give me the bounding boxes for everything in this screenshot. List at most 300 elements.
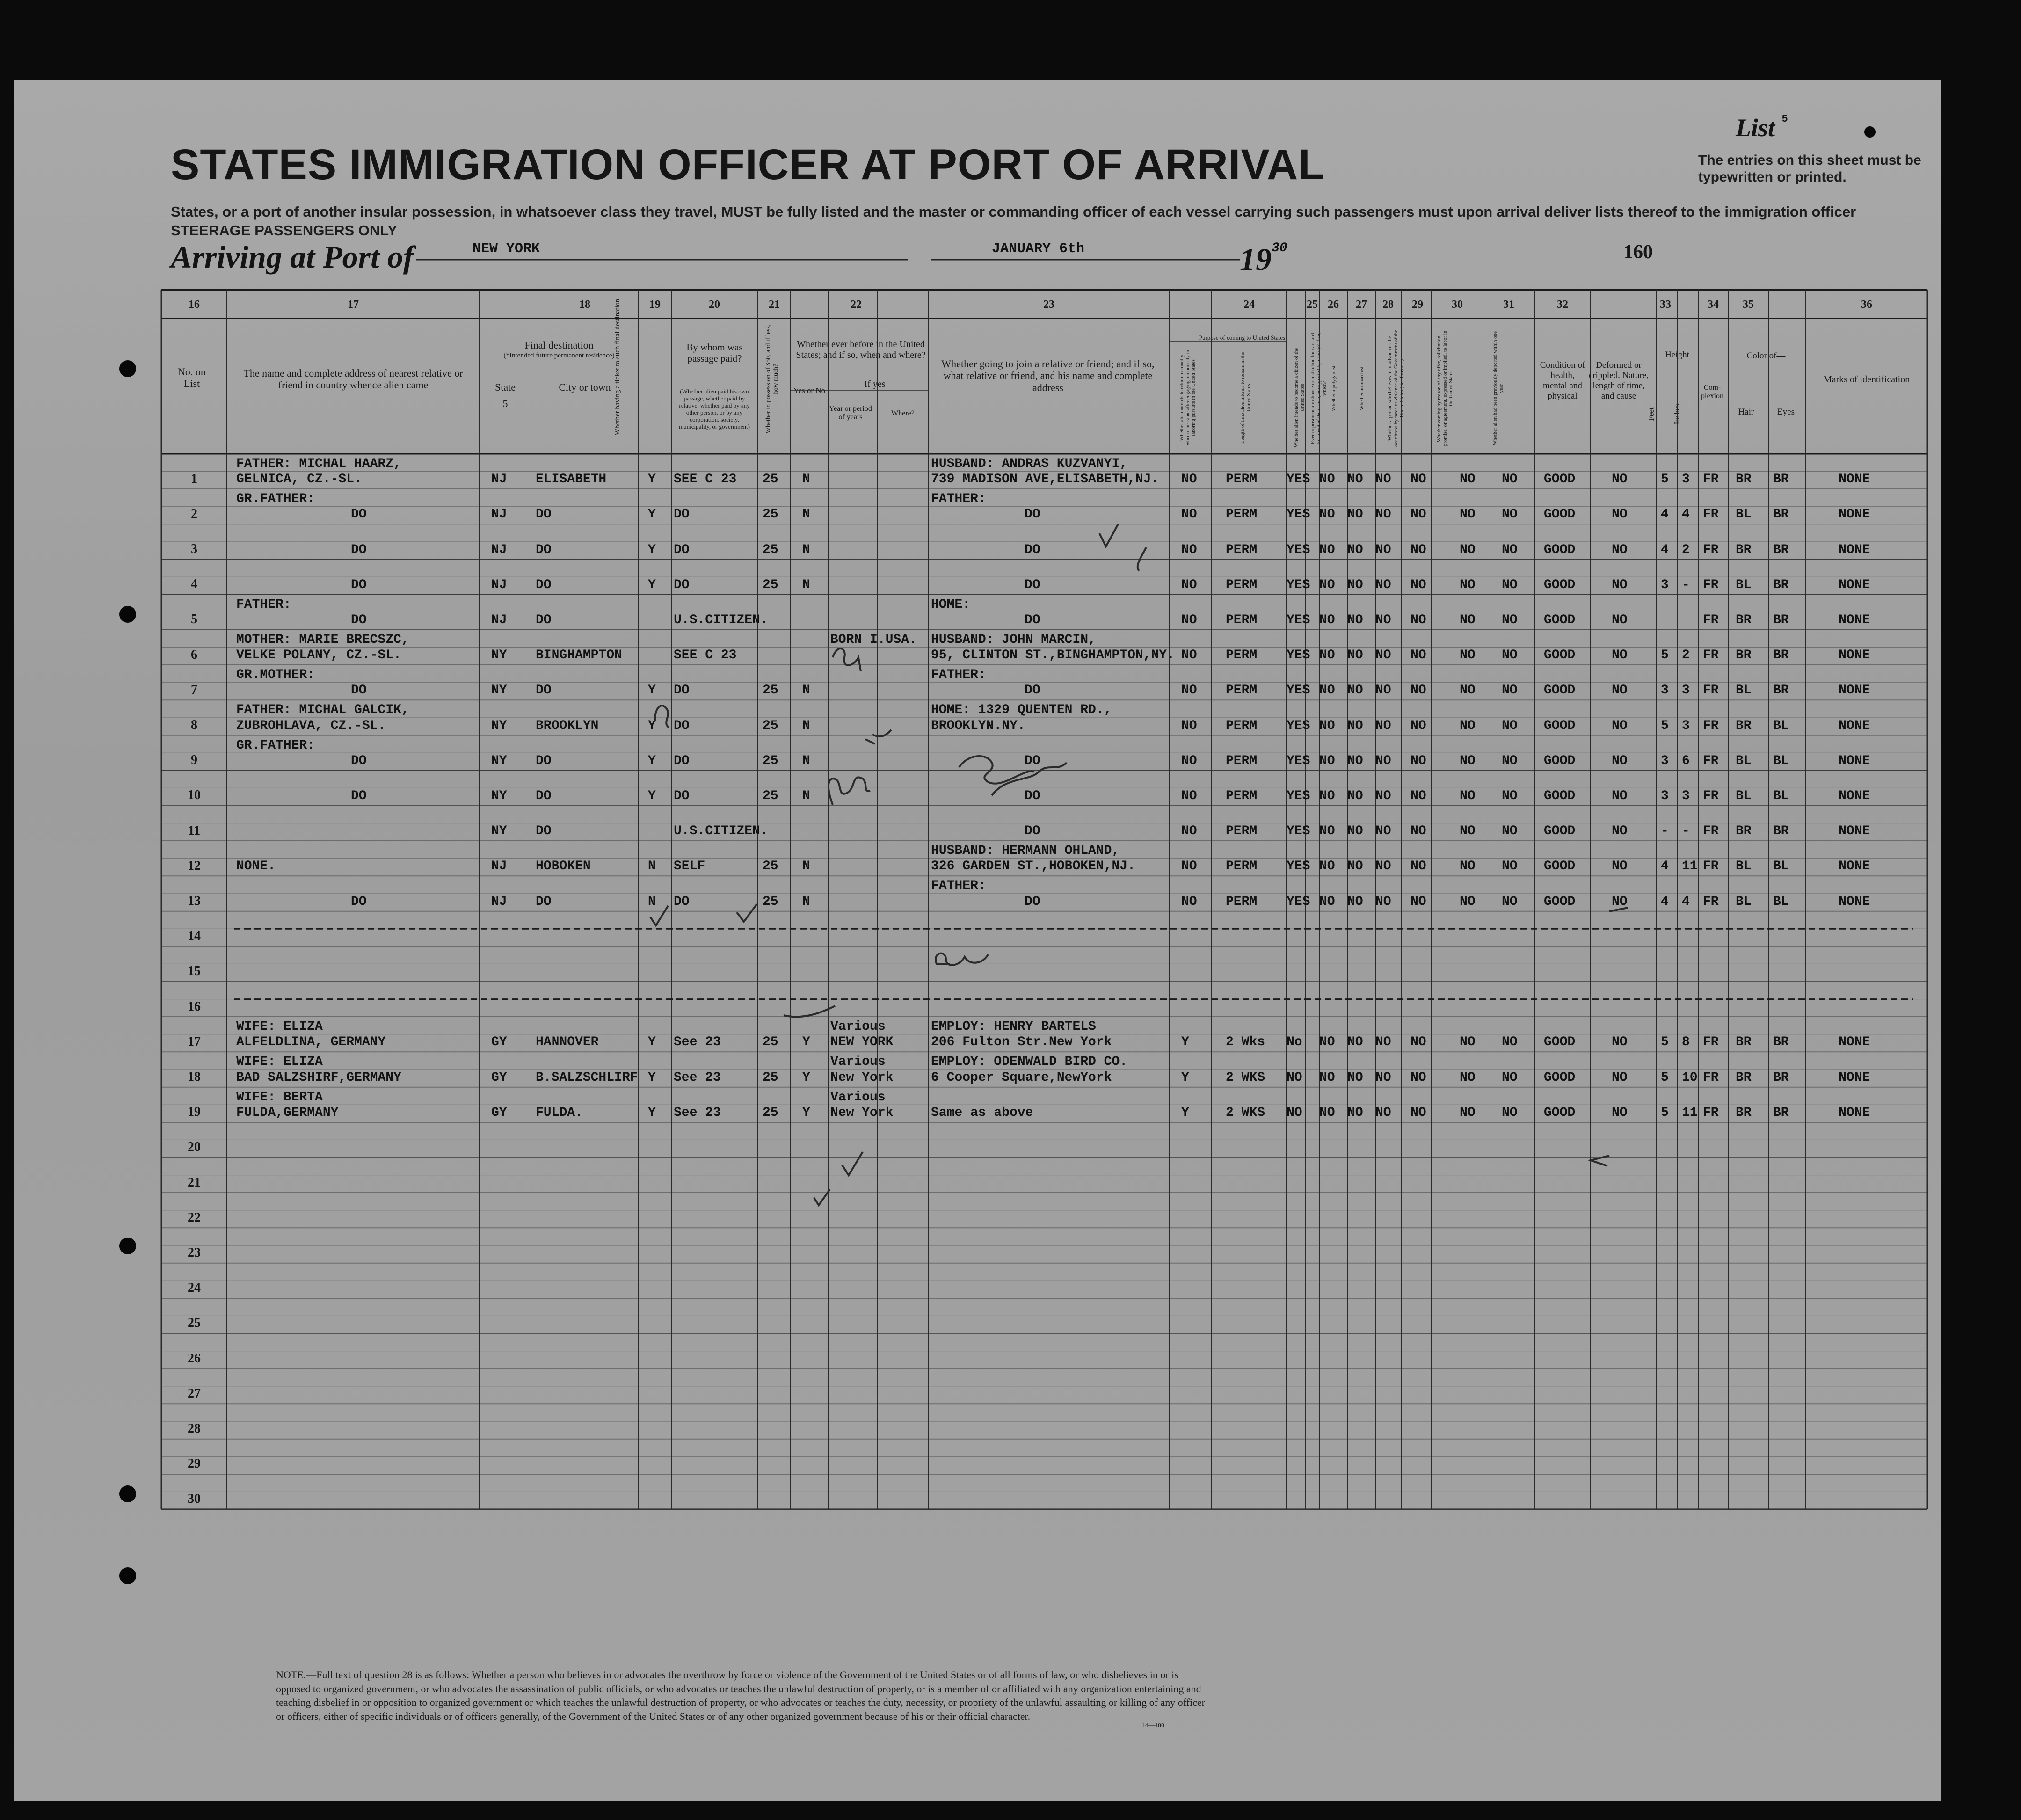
return-cell: Y <box>1181 1070 1189 1085</box>
q29-cell: NO <box>1460 648 1476 663</box>
q28-cell: NO <box>1410 788 1426 803</box>
length-cell: PERM <box>1226 472 1258 487</box>
polygamist-header: Whether a polygamist <box>1331 365 1337 411</box>
q30-cell: NO <box>1502 894 1518 909</box>
length-cell: PERM <box>1226 859 1258 874</box>
return-cell: NO <box>1181 577 1197 592</box>
q26-cell: NO <box>1347 472 1363 487</box>
return-cell: NO <box>1181 542 1197 557</box>
marks-cell: NONE <box>1839 577 1870 592</box>
passage-paid-cell: DO <box>674 683 690 698</box>
q30-header: Whether alien had been previously deported within one year <box>1492 331 1504 446</box>
year-prefix: 19 <box>1240 241 1272 277</box>
complexion-cell: FR <box>1703 1035 1719 1050</box>
where-cell: New York <box>830 1105 894 1120</box>
q28-cell: NO <box>1410 1070 1426 1085</box>
q29-cell: NO <box>1460 577 1476 592</box>
city-cell: B.SALZSCHLIRF <box>536 1070 638 1085</box>
state-cell: NJ <box>491 507 507 522</box>
year-period-cell: Various <box>830 1090 886 1105</box>
q26-cell: NO <box>1347 683 1363 698</box>
hair-header: Hair <box>1738 407 1754 417</box>
return-cell: Y <box>1181 1035 1189 1050</box>
q28-cell: NO <box>1410 612 1426 627</box>
state-cell: GY <box>491 1070 507 1085</box>
joining-line1: FATHER: <box>931 492 986 507</box>
inches-header: Inches <box>1672 403 1681 425</box>
column-number: 31 <box>1503 298 1514 311</box>
health-cell: GOOD <box>1544 612 1576 627</box>
q27-cell: NO <box>1375 894 1391 909</box>
marks-cell: NONE <box>1839 788 1870 803</box>
city-cell: FULDA. <box>536 1105 583 1120</box>
health-cell: GOOD <box>1544 824 1576 839</box>
health-cell: GOOD <box>1544 1105 1576 1120</box>
row-number: 9 <box>191 753 197 768</box>
return-cell: NO <box>1181 472 1197 487</box>
eyes-cell: BL <box>1773 753 1789 768</box>
state-cell: NJ <box>491 542 507 557</box>
year-period-cell: BORN I.USA. <box>830 633 917 648</box>
marks-cell: NONE <box>1839 1035 1870 1050</box>
citizen-cell: YES <box>1287 507 1310 522</box>
city-cell: HOBOKEN <box>536 859 591 874</box>
column-number: 32 <box>1557 298 1568 311</box>
relative-line1: FATHER: <box>236 597 291 612</box>
joining-line2: DO <box>1025 894 1040 909</box>
marks-cell: NONE <box>1839 507 1870 522</box>
passage-paid-cell: DO <box>674 577 690 592</box>
joining-line2: 95, CLINTON ST.,BINGHAMPTON,NY. <box>931 648 1175 663</box>
health-header: Condition of health, mental and physical <box>1540 360 1585 401</box>
health-cell: GOOD <box>1544 718 1576 733</box>
arriving-label: Arriving at Port of <box>171 239 414 275</box>
final-destination-note: (*Intended future permanent residence) <box>503 352 615 359</box>
before-yes-no-cell: N <box>802 859 810 874</box>
q25-cell: NO <box>1319 472 1335 487</box>
column-number: 24 <box>1243 298 1255 311</box>
feet-cell: 5 <box>1661 1070 1669 1085</box>
complexion-cell: FR <box>1703 859 1719 874</box>
passage-paid-cell: DO <box>674 753 690 768</box>
citizen-cell: YES <box>1287 788 1310 803</box>
joining-line2: DO <box>1025 824 1040 839</box>
q29-cell: NO <box>1460 859 1476 874</box>
citizen-cell: YES <box>1287 718 1310 733</box>
joining-line2: DO <box>1025 577 1040 592</box>
sheet-number: 160 <box>1623 241 1653 263</box>
deformed-header: Deformed or crippled. Nature, length of time, and cause <box>1588 360 1649 401</box>
city-cell: ELISABETH <box>536 472 607 487</box>
deformed-cell: NO <box>1612 542 1628 557</box>
return-cell: NO <box>1181 683 1197 698</box>
return-cell: NO <box>1181 894 1197 909</box>
relative-line1: WIFE: ELIZA <box>236 1019 323 1034</box>
binder-hole <box>119 1238 136 1254</box>
citizen-cell: NO <box>1287 1105 1302 1120</box>
length-cell: PERM <box>1226 683 1258 698</box>
joining-line1: HOME: 1329 QUENTEN RD., <box>931 703 1112 718</box>
port-value: NEW YORK <box>473 241 540 257</box>
length-cell: PERM <box>1226 753 1258 768</box>
city-cell: BINGHAMPTON <box>536 648 622 663</box>
q30-cell: NO <box>1502 507 1518 522</box>
return-cell: NO <box>1181 612 1197 627</box>
row-number: 5 <box>191 612 197 627</box>
inches-cell: 3 <box>1682 788 1690 803</box>
marks-cell: NONE <box>1839 894 1870 909</box>
deformed-cell: NO <box>1612 648 1628 663</box>
where-header: Where? <box>891 409 915 417</box>
city-cell: BROOKLYN <box>536 718 599 733</box>
relative-line2: FULDA,GERMANY <box>236 1105 339 1120</box>
inches-cell: - <box>1682 577 1690 592</box>
relative-line2: NONE. <box>236 859 276 874</box>
if-yes-header: If yes— <box>864 379 895 389</box>
ticket-cell: Y <box>648 788 656 803</box>
return-cell: NO <box>1181 753 1197 768</box>
passage-paid-cell: SELF <box>674 859 705 874</box>
inches-cell: 11 <box>1682 859 1698 874</box>
relative-line2: BAD SALZSHIRF,GERMANY <box>236 1070 401 1085</box>
city-cell: DO <box>536 542 552 557</box>
purpose-header: Purpose of coming to United States <box>1199 334 1286 341</box>
q26-cell: NO <box>1347 648 1363 663</box>
deformed-cell: NO <box>1612 824 1628 839</box>
feet-cell: - <box>1661 824 1669 839</box>
binder-hole <box>119 360 136 377</box>
hair-cell: BR <box>1736 612 1752 627</box>
ticket-header: Whether having a ticket to such final destination <box>614 298 621 435</box>
health-cell: GOOD <box>1544 507 1576 522</box>
q28-cell: NO <box>1410 507 1426 522</box>
q29-cell: NO <box>1460 894 1476 909</box>
before-yes-no-cell: Y <box>802 1105 810 1120</box>
complexion-cell: FR <box>1703 683 1719 698</box>
q30-cell: NO <box>1502 1070 1518 1085</box>
nearest-relative-header: The name and complete address of nearest relative or friend in country whence alien came <box>243 367 463 391</box>
deformed-cell: NO <box>1612 612 1628 627</box>
money-cell: 25 <box>763 507 778 522</box>
year-suffix: 30 <box>1272 241 1287 255</box>
money-cell: 25 <box>763 894 778 909</box>
ticket-cell: Y <box>648 472 656 487</box>
ticket-cell: Y <box>648 1035 656 1050</box>
citizen-cell: YES <box>1287 542 1310 557</box>
q25-cell: NO <box>1319 788 1335 803</box>
footnote: NOTE.—Full text of question 28 is as follows: Whether a person who believes in or advocates the overthrow by force or violence of the Government of the United States or of all forms of law, or who disbelieves in or is opposed to organized government, or who advocates the assassination of public officials, or who advocates or teaches the unlawful destruction of property, or is a member of or affiliated with any organization entertaining and teaching disbelief in or opposition to organized government or which teaches the unlawful destruction of property, or who advocates or teaches the duty, necessity, or propriety of the unlawful assaulting or killing of any officer or officers, either of specific individuals or of officers generally, of the Government of the United States or of any other organized government because of his or their official character. <box>276 1669 1205 1723</box>
relative-line2: ALFELDLINA, GERMANY <box>236 1035 386 1050</box>
citizen-cell: YES <box>1287 824 1310 839</box>
anarchist-header: Whether an anarchist <box>1359 366 1365 410</box>
state-cell: NY <box>491 648 507 663</box>
health-cell: GOOD <box>1544 894 1576 909</box>
hair-cell: BR <box>1736 648 1752 663</box>
q26-cell: NO <box>1347 612 1363 627</box>
ticket-cell: Y <box>648 1105 656 1120</box>
complexion-cell: FR <box>1703 753 1719 768</box>
row-number: 18 <box>188 1070 201 1084</box>
hair-cell: BR <box>1736 542 1752 557</box>
q29-cell: NO <box>1460 472 1476 487</box>
row-number: 27 <box>188 1386 201 1401</box>
passage-paid-cell: DO <box>674 894 690 909</box>
deformed-cell: NO <box>1612 472 1628 487</box>
row-number: 17 <box>188 1034 201 1049</box>
relative-line2: VELKE POLANY, CZ.-SL. <box>236 648 401 663</box>
eyes-cell: BL <box>1773 718 1789 733</box>
citizen-cell: NO <box>1287 1070 1302 1085</box>
citizen-cell: YES <box>1287 753 1310 768</box>
feet-cell: 3 <box>1661 753 1669 768</box>
joining-line2: DO <box>1025 788 1040 803</box>
hair-cell: BR <box>1736 824 1752 839</box>
column-number: 36 <box>1861 298 1872 311</box>
eyes-cell: BR <box>1773 683 1789 698</box>
column-number: 29 <box>1412 298 1423 311</box>
money-cell: 25 <box>763 472 778 487</box>
ticket-cell: Y <box>648 718 656 733</box>
health-cell: GOOD <box>1544 859 1576 874</box>
money-cell: 25 <box>763 1105 778 1120</box>
relative-line1: GR.MOTHER: <box>236 668 315 683</box>
health-cell: GOOD <box>1544 683 1576 698</box>
citizen-cell: YES <box>1287 577 1310 592</box>
q26-cell: NO <box>1347 1035 1363 1050</box>
q28-cell: NO <box>1410 1105 1426 1120</box>
state-cell: NY <box>491 683 507 698</box>
passage-paid-cell: U.S.CITIZEN. <box>674 612 768 627</box>
relative-line1: GR.FATHER: <box>236 738 315 753</box>
q25-cell: NO <box>1319 718 1335 733</box>
money-cell: 25 <box>763 718 778 733</box>
row-number: 15 <box>188 964 201 979</box>
health-cell: GOOD <box>1544 1035 1576 1050</box>
inches-cell: 3 <box>1682 718 1690 733</box>
return-cell: NO <box>1181 788 1197 803</box>
joining-line1: EMPLOY: HENRY BARTELS <box>931 1019 1096 1034</box>
joining-line2: 206 Fulton Str.New York <box>931 1035 1112 1050</box>
before-yes-no-cell: N <box>802 683 810 698</box>
inches-cell: 4 <box>1682 507 1690 522</box>
money-cell: 25 <box>763 1035 778 1050</box>
inches-cell: 4 <box>1682 894 1690 909</box>
eyes-cell: BR <box>1773 1105 1789 1120</box>
relative-line2: GELNICA, CZ.-SL. <box>236 472 362 487</box>
q26-cell: NO <box>1347 1105 1363 1120</box>
q28-cell: NO <box>1410 577 1426 592</box>
passage-paid-cell: See 23 <box>674 1105 721 1120</box>
instruction-line: States, or a port of another insular possession, in whatsoever class they travel, MUST be fully listed and the master or commanding officer of each vessel carrying such passengers must upon arrival deliver lists thereof to the immigration officer <box>171 204 1856 220</box>
q30-cell: NO <box>1502 577 1518 592</box>
citizen-cell: YES <box>1287 612 1310 627</box>
passage-paid-header: By whom was passage paid? <box>686 342 743 364</box>
length-cell: PERM <box>1226 507 1258 522</box>
hair-cell: BR <box>1736 718 1752 733</box>
eyes-cell: BR <box>1773 648 1789 663</box>
length-cell: PERM <box>1226 788 1258 803</box>
inches-cell: - <box>1682 824 1690 839</box>
before-yes-no-cell: N <box>802 577 810 592</box>
where-cell: New York <box>830 1070 894 1085</box>
q28-cell: NO <box>1410 718 1426 733</box>
health-cell: GOOD <box>1544 648 1576 663</box>
row-number: 28 <box>188 1421 201 1436</box>
relative-line1: WIFE: ELIZA <box>236 1055 323 1070</box>
length-cell: PERM <box>1226 577 1258 592</box>
year-block <box>1240 241 1287 278</box>
manifest-sheet <box>14 80 1941 1801</box>
deformed-cell: NO <box>1612 1070 1628 1085</box>
year-period-cell: Various <box>830 1055 886 1070</box>
complexion-cell: FR <box>1703 612 1719 627</box>
hair-cell: BL <box>1736 894 1752 909</box>
joining-line2: Same as above <box>931 1105 1033 1120</box>
q26-cell: NO <box>1347 824 1363 839</box>
binder-hole <box>1864 126 1876 138</box>
feet-cell: 4 <box>1661 507 1669 522</box>
passage-paid-cell: DO <box>674 718 690 733</box>
prison-header: Ever in prison or almshouse or institution for care and treatment of the insane, or supported by charity? If so, which? <box>1310 332 1328 444</box>
date-value: JANUARY 6th <box>992 241 1085 257</box>
relative-line2: ZUBROHLAVA, CZ.-SL. <box>236 718 386 733</box>
state-cell: NY <box>491 788 507 803</box>
passage-paid-cell: DO <box>674 788 690 803</box>
complexion-cell: FR <box>1703 894 1719 909</box>
q27-cell: NO <box>1375 1035 1391 1050</box>
list-label-block <box>1736 113 1788 142</box>
deformed-cell: NO <box>1612 683 1628 698</box>
column-number: 30 <box>1452 298 1463 311</box>
column-number: 25 <box>1307 298 1318 311</box>
q27-cell: NO <box>1375 683 1391 698</box>
complexion-header: Com-plexion <box>1701 384 1723 400</box>
handwritten-annotations <box>622 524 1698 1226</box>
marks-cell: NONE <box>1839 753 1870 768</box>
q26-cell: NO <box>1347 577 1363 592</box>
q28-cell: NO <box>1410 683 1426 698</box>
row-number: 4 <box>191 577 197 592</box>
joining-line2: DO <box>1025 753 1040 768</box>
feet-cell: 5 <box>1661 1105 1669 1120</box>
length-cell: 2 Wks <box>1226 1035 1265 1050</box>
state-cell: NJ <box>491 472 507 487</box>
q30-cell: NO <box>1502 1105 1518 1120</box>
q25-cell: NO <box>1319 859 1335 874</box>
money-cell: 25 <box>763 788 778 803</box>
q28-cell: NO <box>1410 859 1426 874</box>
feet-cell: 5 <box>1661 472 1669 487</box>
relative-line2: DO <box>351 788 367 803</box>
q25-cell: NO <box>1319 1070 1335 1085</box>
citizen-cell: YES <box>1287 859 1310 874</box>
row-number: 8 <box>191 718 197 732</box>
row-number: 29 <box>188 1456 201 1471</box>
money-cell: 25 <box>763 683 778 698</box>
ticket-cell: Y <box>648 542 656 557</box>
joining-line1: HUSBAND: HERMANN OHLAND, <box>931 844 1120 859</box>
city-cell: DO <box>536 683 552 698</box>
list-label: List <box>1736 114 1775 142</box>
passage-paid-cell: U.S.CITIZEN. <box>674 824 768 839</box>
q29-cell: NO <box>1460 1035 1476 1050</box>
state-cell: NJ <box>491 577 507 592</box>
deformed-cell: NO <box>1612 788 1628 803</box>
length-cell: PERM <box>1226 542 1258 557</box>
column-number: 33 <box>1660 298 1671 311</box>
money-header: Whether in possession of $50, and if less, how much? <box>765 324 780 434</box>
q25-cell: NO <box>1319 1035 1335 1050</box>
eyes-cell: BL <box>1773 894 1789 909</box>
list-number: 5 <box>1781 113 1788 125</box>
return-cell: NO <box>1181 648 1197 663</box>
eyes-cell: BR <box>1773 542 1789 557</box>
q28-cell: NO <box>1410 894 1426 909</box>
state-header: State <box>495 381 516 393</box>
eyes-cell: BR <box>1773 824 1789 839</box>
deformed-cell: NO <box>1612 753 1628 768</box>
feet-cell: 3 <box>1661 683 1669 698</box>
year-period-cell: Various <box>830 1019 886 1034</box>
binder-hole <box>119 606 136 623</box>
city-cell: DO <box>536 753 552 768</box>
q29-cell: NO <box>1460 788 1476 803</box>
inches-cell: 11 <box>1682 1105 1698 1120</box>
q25-cell: NO <box>1319 683 1335 698</box>
passage-paid-cell: DO <box>674 542 690 557</box>
feet-cell: 4 <box>1661 859 1669 874</box>
q30-cell: NO <box>1502 683 1518 698</box>
q30-cell: NO <box>1502 472 1518 487</box>
inches-cell: 2 <box>1682 542 1690 557</box>
health-cell: GOOD <box>1544 753 1576 768</box>
q25-cell: NO <box>1319 507 1335 522</box>
passage-paid-cell: See 23 <box>674 1070 721 1085</box>
joining-line2: 326 GARDEN ST.,HOBOKEN,NJ. <box>931 859 1135 874</box>
inches-cell: 3 <box>1682 683 1690 698</box>
hair-cell: BR <box>1736 1105 1752 1120</box>
deformed-cell: NO <box>1612 577 1628 592</box>
complexion-cell: FR <box>1703 472 1719 487</box>
q26-cell: NO <box>1347 718 1363 733</box>
joining-line2: 739 MADISON AVE,ELISABETH,NJ. <box>931 472 1159 487</box>
q29-cell: NO <box>1460 718 1476 733</box>
binder-hole <box>119 1485 136 1502</box>
joining-line2: 6 Cooper Square,NewYork <box>931 1070 1112 1085</box>
q25-cell: NO <box>1319 753 1335 768</box>
q30-cell: NO <box>1502 1035 1518 1050</box>
before-yes-no-cell: Y <box>802 1035 810 1050</box>
q27-cell: NO <box>1375 648 1391 663</box>
row-number: 1 <box>191 471 197 486</box>
joining-line2: DO <box>1025 542 1040 557</box>
column-number: 34 <box>1708 298 1719 311</box>
row-number: 23 <box>188 1245 201 1260</box>
marks-cell: NONE <box>1839 683 1870 698</box>
column-number: 19 <box>649 298 661 311</box>
hair-cell: BR <box>1736 1070 1752 1085</box>
city-cell: DO <box>536 507 552 522</box>
marks-cell: NONE <box>1839 612 1870 627</box>
length-cell: PERM <box>1226 648 1258 663</box>
q26-cell: NO <box>1347 753 1363 768</box>
row-number: 30 <box>188 1492 201 1507</box>
q30-cell: NO <box>1502 788 1518 803</box>
row-number: 20 <box>188 1140 201 1155</box>
q29-cell: NO <box>1460 1105 1476 1120</box>
q30-cell: NO <box>1502 542 1518 557</box>
return-cell: NO <box>1181 824 1197 839</box>
